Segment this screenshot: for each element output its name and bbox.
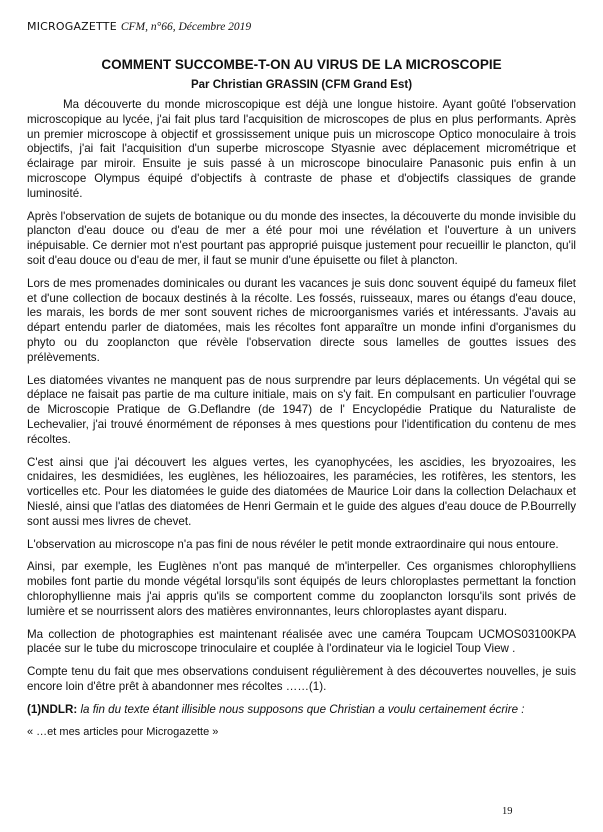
editor-note (27, 703, 576, 718)
paragraph: C'est ainsi que j'ai découvert les algues vertes, les cyanophycées, les ascidies, les bryozoaires, les cnidaires, les desmidiées, les euglènes, les héliozoaires, les paramécies, les rotifères, les stentors, les vorticelles etc. Pour les diatomées le guide des diatomées de Maurice Loir dans la collection Delachaux et Nieslé, ainsi que l'atlas des diatomées de Henri Germain et le guide des algues d'eau douce de P.Bourrelly sont aussi mes livres de chevet. (27, 455, 576, 528)
paragraph: Après l'observation de sujets de botanique ou du monde des insectes, la découverte du monde invisible du plancton d'eau douce ou d'eau de mer a été pour moi une révélation et l'ouverture à un univers inépuisable. Ce dernier mot n'est pourtant pas approprié puisque justement pour recueillir le plancton, qu'il soit d'eau douce ou d'eau de mer, il faut se munir d'une épuisette ou filet à plancton. (27, 209, 576, 267)
editor-note-label: (1)NDLR: (27, 702, 78, 716)
closing-quote: « …et mes articles pour Microgazette » (27, 726, 219, 739)
article-byline: Par Christian GRASSIN (CFM Grand Est) (190, 79, 413, 91)
issue-info: CFM, n°66, Décembre 2019 (120, 21, 252, 33)
paragraph: Ma découverte du monde microscopique est déjà une longue histoire. Ayant goûté l'observation microscopique au lycée, j'ai fait plus tard l'acquisition de microscopes de plus en plus performants. Après un premier microscope à objectif et grossissement unique puis un microscope Optico monoculaire à trois objectifs, j'ai fait l'acquisition d'un superbe microscope Styasnie avec déplacement micrométrique et éclairage par miroir. Ensuite je suis passé à un microscope binoculaire Panasonic puis enfin à un microscope Olympus équipé d'objectifs à contraste de phase et d'objectifs classiques de grande luminosité. (27, 98, 576, 200)
paragraph: L'observation au microscope n'a pas fini de nous révéler le petit monde extraordinaire qui nous entoure. (27, 537, 559, 551)
paragraph: Compte tenu du fait que mes observations conduisent régulièrement à des découvertes nouvelles, je suis encore loin d'être prêt à abandonner mes récoltes ……(1). (27, 665, 576, 693)
editor-note-text: la fin du texte étant illisible nous supposons que Christian a voulu certainement écrire : (80, 702, 525, 716)
paragraph: Les diatomées vivantes ne manquent pas de nous surprendre par leurs déplacements. Un végétal qui se déplace ne faisait pas partie de ma culture initiale, mais on s'y fait. En compulsant en particulier l'ouvrage de Microscopie Pratique de G.Deflandre (de 1947) de l' Encyclopédie Pratique du Naturaliste de Lechevalier, j'ai trouvé énormément de réponses à mes questions pour l'identification du contenu de mes récoltes. (27, 373, 576, 446)
paragraph: Ainsi, par exemple, les Euglènes n'ont pas manqué de m'interpeller. Ces organismes chlorophylliens mobiles font partie du monde végétal lorsqu'ils sont équipés de leurs chloroplastes permettant la fonction chlorophyllienne mais j'ai appris qu'ils se comportent comme du zooplancton lorsqu'ils sont privés de lumière et se nourrissent alors des matières environnantes, leurs chloroplastes ayant disparu. (27, 560, 576, 618)
article-title: COMMENT SUCCOMBE-T-ON AU VIRUS DE LA MICROSCOPIE (101, 57, 502, 72)
paragraph: Lors de mes promenades dominicales ou durant les vacances je suis donc souvent équipé du fameux filet et d'une collection de bocaux destinés à la récolte. Les fossés, ruisseaux, mares ou étangs d'eau douce, les marais, les bords de mer sont souvent riches de microorganismes variés et intéressants. J'avais au départ entendu parler de diatomées, mais les récoltes font apparaître un monde infini d'organismes du phyto ou du zooplancton que révèle l'observation directe sous lamelles de gouttes issues des prélèvements. (27, 276, 576, 364)
magazine-name: MICROGAZETTE (27, 20, 117, 33)
page-header (27, 20, 251, 33)
page-number: 19 (502, 806, 513, 817)
paragraph: Ma collection de photographies est maintenant réalisée avec une caméra Toupcam UCMOS03100KPA placée sur le tube du microscope trinoculaire et couplée à l'ordinateur via le logiciel Toup View . (27, 627, 576, 656)
article-body (27, 98, 576, 740)
